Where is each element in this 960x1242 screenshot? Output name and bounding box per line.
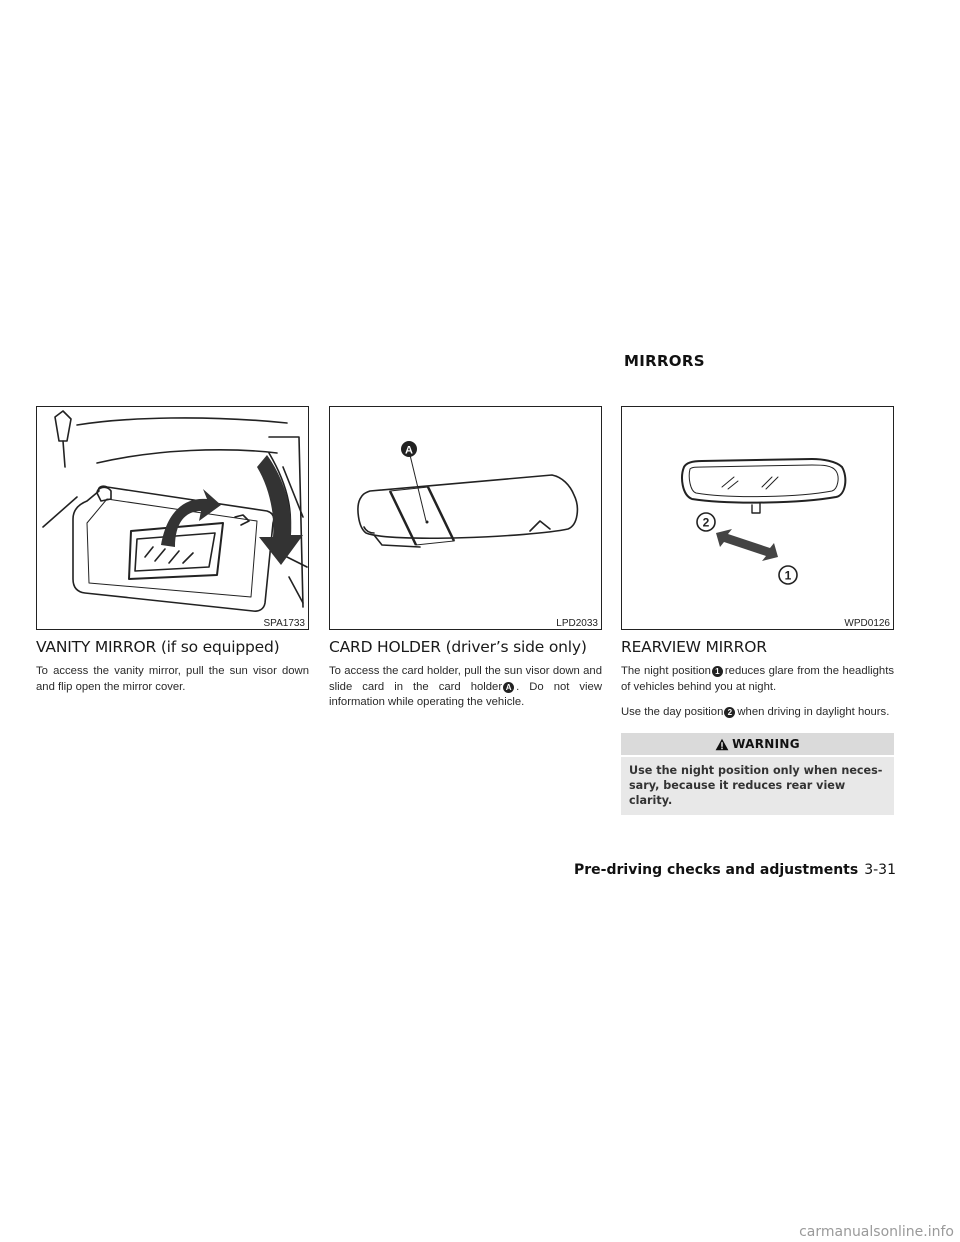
figure-card-holder — [329, 406, 602, 630]
ref-1-icon: 1 — [712, 666, 723, 677]
figure-code: WPD0126 — [844, 618, 890, 629]
page-number: 3-31 — [864, 862, 896, 878]
paragraph-day-position: Use the day position 2 when driving in daylight hours. — [621, 706, 890, 718]
column-rearview-mirror — [621, 406, 894, 815]
callout-a: A — [405, 444, 413, 457]
ref-a-icon: A — [503, 682, 514, 693]
column-card-holder — [329, 406, 602, 721]
page-footer — [574, 862, 896, 878]
footer-chapter: Pre-driving checks and adjustments — [574, 862, 859, 878]
warning-text: Use the night position only when neces-sary, because it reduces rear view clarity. — [621, 757, 894, 815]
card-holder-illustration — [330, 407, 601, 629]
figure-code: LPD2033 — [556, 618, 598, 629]
heading-vanity-mirror: VANITY MIRROR (if so equipped) — [36, 638, 280, 656]
column-vanity-mirror — [36, 406, 309, 705]
watermark: carmanualsonline.info — [799, 1224, 954, 1240]
warning-icon — [715, 738, 729, 751]
warning-header — [621, 733, 894, 755]
vanity-mirror-illustration — [37, 407, 308, 629]
paragraph-card-holder: To access the card holder, pull the sun visor down and slide card in the card holder A . Do not view information while operating the vehicle. — [329, 665, 602, 708]
paragraph-vanity-mirror: To access the vanity mirror, pull the sun visor down and flip open the mirror cover. — [36, 665, 309, 693]
figure-vanity-mirror — [36, 406, 309, 630]
figure-code: SPA1733 — [263, 618, 305, 629]
rearview-mirror-illustration — [622, 407, 893, 629]
warning-title: WARNING — [732, 736, 800, 751]
paragraph-night-position: The night position 1 reduces glare from the headlights of vehicles behind you at night. — [621, 665, 894, 693]
figure-rearview-mirror — [621, 406, 894, 630]
heading-card-holder: CARD HOLDER (driver’s side only) — [329, 638, 587, 656]
heading-rearview-mirror: REARVIEW MIRROR — [621, 638, 767, 656]
callout-1: 1 — [784, 568, 792, 583]
callout-2: 2 — [702, 515, 710, 530]
ref-2-icon: 2 — [724, 707, 735, 718]
section-title: MIRRORS — [624, 352, 705, 370]
